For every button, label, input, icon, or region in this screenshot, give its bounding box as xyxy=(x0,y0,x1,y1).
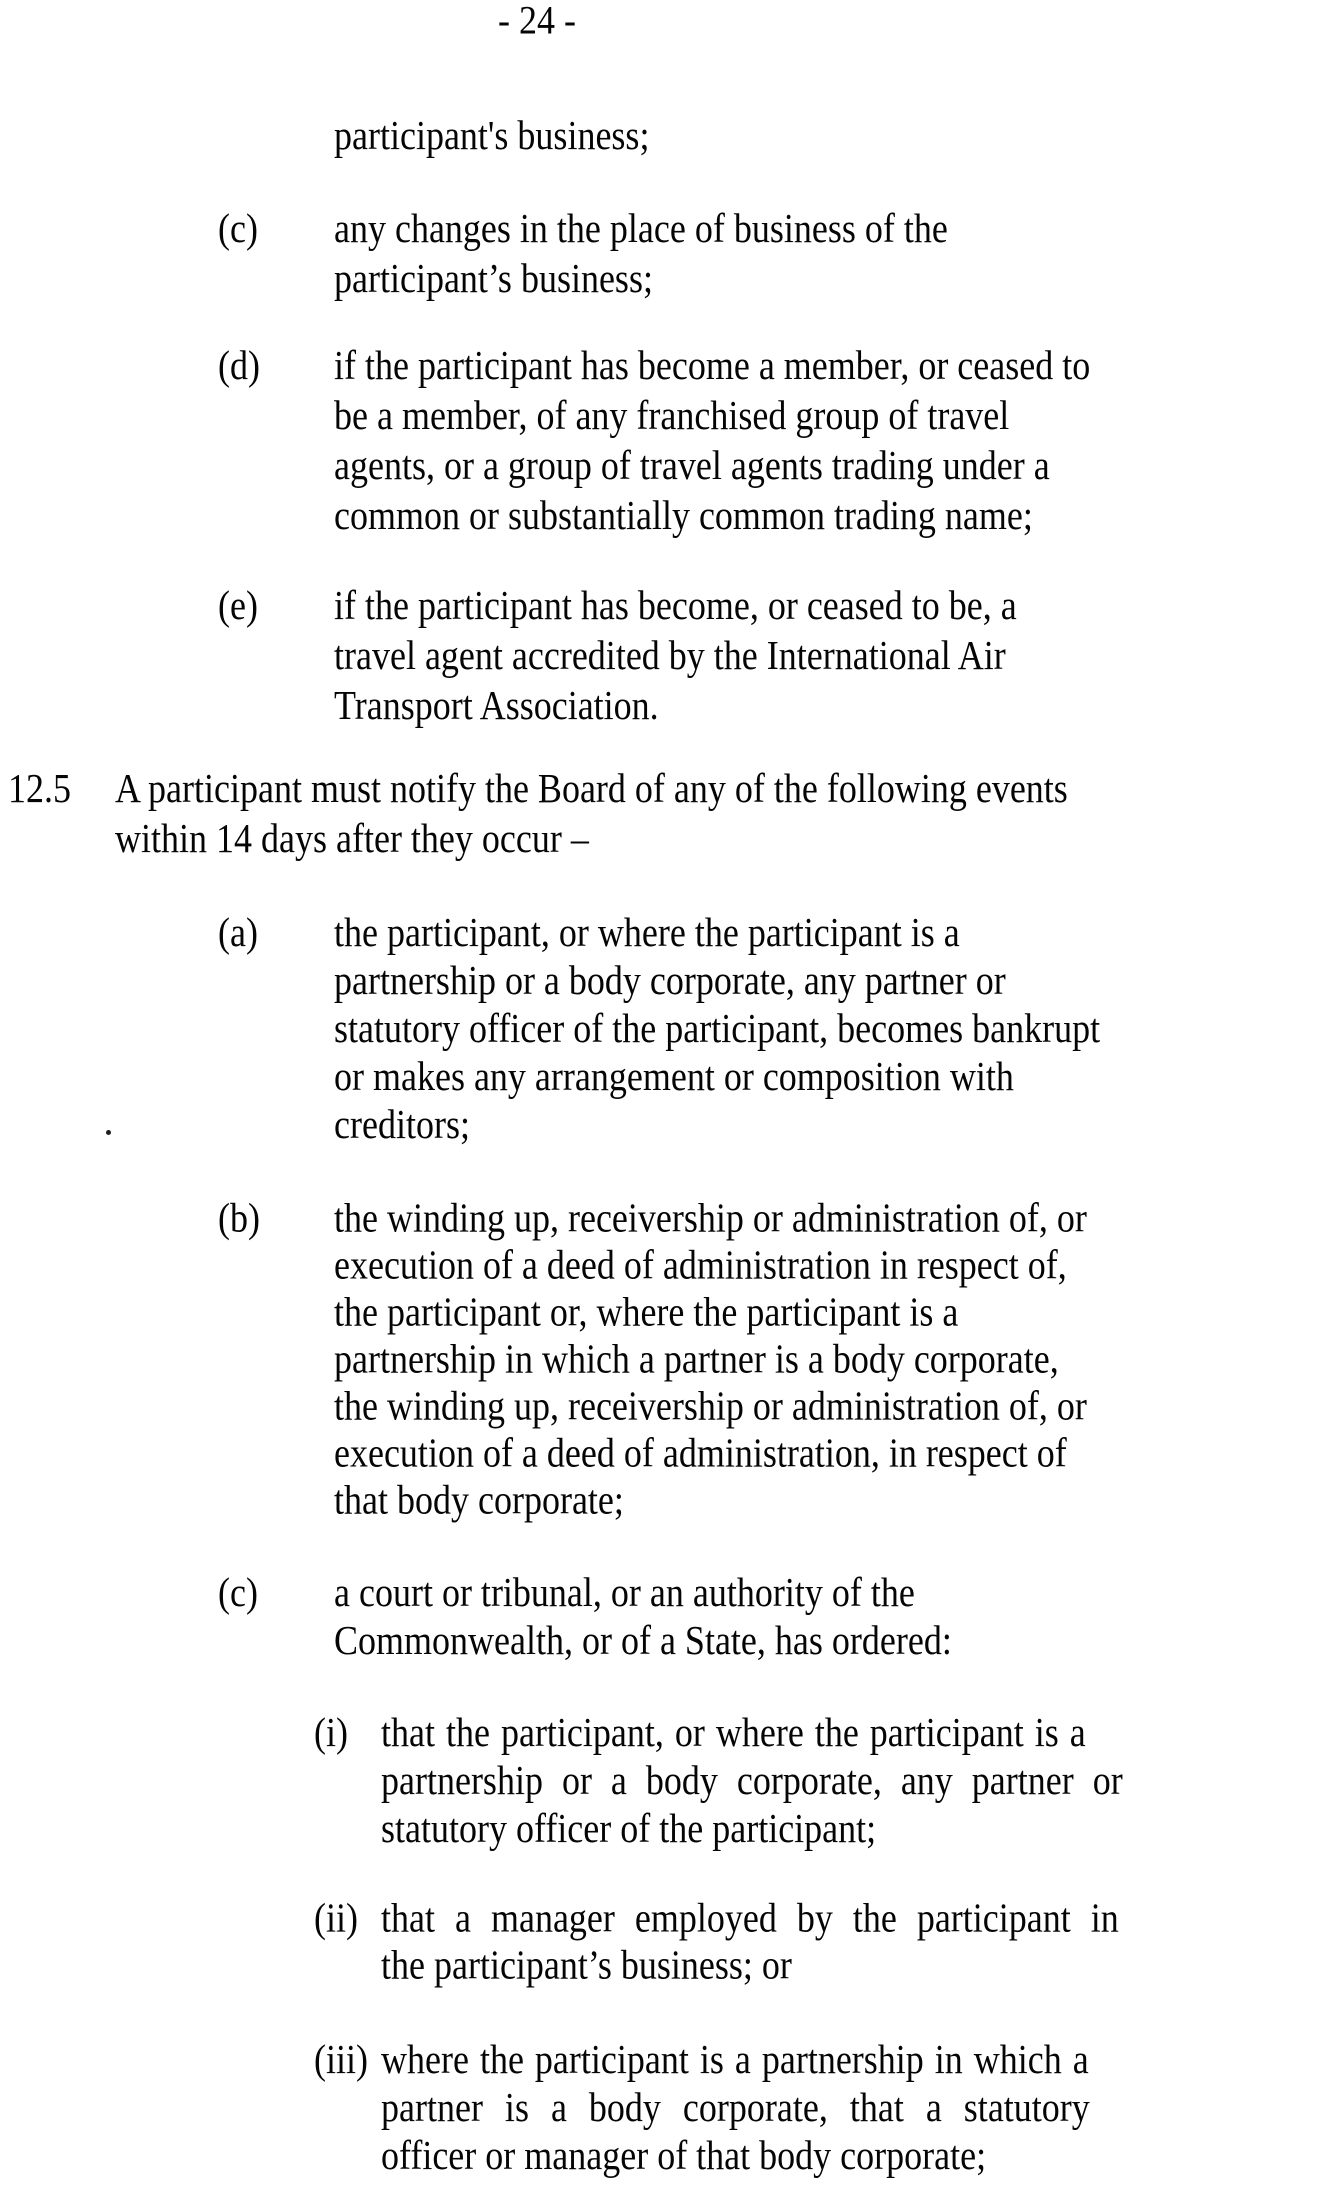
item-line: execution of a deed of administration, in respect of xyxy=(334,1429,1067,1476)
clause-line: within 14 days after they occur – xyxy=(115,815,589,861)
item-line: partnership or a body corporate, any partner or xyxy=(381,1757,1123,1803)
item-line: statutory officer of the participant; xyxy=(381,1805,877,1851)
item-line: the participant’s business; or xyxy=(381,1941,792,1988)
list-item-d xyxy=(0,340,1326,540)
item-line: if the participant has become a member, or ceased to xyxy=(334,342,1091,388)
item-line: that a manager employed by the participant in xyxy=(381,1894,1119,1941)
list-item-b xyxy=(0,1195,1326,1524)
item-line: execution of a deed of administration in respect of, xyxy=(334,1241,1067,1288)
scan-artifact-dot xyxy=(106,1130,111,1135)
item-label: (e) xyxy=(218,582,258,628)
item-line: partnership in which a partner is a body corporate, xyxy=(334,1335,1059,1382)
item-line: the participant or, where the participant is a xyxy=(334,1288,959,1335)
item-label: (c) xyxy=(218,1569,258,1615)
list-item-iii xyxy=(0,2035,1326,2179)
item-line: partnership or a body corporate, any partner or xyxy=(334,957,1006,1003)
item-label: (c) xyxy=(218,205,258,251)
item-line: agents, or a group of travel agents trading under a xyxy=(334,442,1050,488)
item-line: participant’s business; xyxy=(334,255,653,301)
item-line: creditors; xyxy=(334,1101,470,1147)
paragraph-line: participant's business; xyxy=(334,112,650,158)
item-line: where the participant is a partnership in which a xyxy=(381,2036,1089,2082)
list-item-c2 xyxy=(0,1568,1326,1664)
clause-number: 12.5 xyxy=(8,765,71,811)
item-line: Commonwealth, or of a State, has ordered: xyxy=(334,1617,952,1663)
item-line: be a member, of any franchised group of travel xyxy=(334,392,1010,438)
list-item-ii xyxy=(0,1895,1326,1989)
list-item-a xyxy=(0,908,1326,1148)
item-line: any changes in the place of business of the xyxy=(334,205,948,251)
item-line: travel agent accredited by the International Air xyxy=(334,632,1006,678)
item-line: a court or tribunal, or an authority of the xyxy=(334,1569,915,1615)
item-line: the winding up, receivership or administration of, or xyxy=(334,1382,1087,1429)
item-label: (iii) xyxy=(314,2036,368,2082)
item-line: if the participant has become, or ceased to be, a xyxy=(334,582,1017,628)
item-line: that the participant, or where the participant is a xyxy=(381,1709,1086,1755)
list-item-i xyxy=(0,1708,1326,1852)
item-label: (b) xyxy=(218,1194,260,1241)
item-line: common or substantially common trading name; xyxy=(334,492,1033,538)
item-label: (d) xyxy=(218,342,260,388)
item-label: (i) xyxy=(314,1709,348,1755)
list-item-e xyxy=(0,580,1326,730)
item-label: (ii) xyxy=(314,1894,358,1941)
item-line: Transport Association. xyxy=(334,682,659,728)
item-line: statutory officer of the participant, becomes bankrupt xyxy=(334,1005,1101,1051)
page-number: - 24 - xyxy=(498,0,576,43)
item-line: the winding up, receivership or administration of, or xyxy=(334,1194,1087,1241)
item-line: the participant, or where the participant is a xyxy=(334,909,960,955)
item-line: partner is a body corporate, that a statutory xyxy=(381,2084,1090,2130)
clause-line: A participant must notify the Board of any of the following events xyxy=(115,765,1068,811)
list-item-c xyxy=(0,203,1326,303)
continuation-paragraph xyxy=(0,110,1326,160)
item-line: that body corporate; xyxy=(334,1476,624,1523)
item-line: or makes any arrangement or composition with xyxy=(334,1053,1014,1099)
clause-12-5 xyxy=(0,763,1326,863)
item-line: officer or manager of that body corporate; xyxy=(381,2132,987,2178)
item-label: (a) xyxy=(218,909,258,955)
